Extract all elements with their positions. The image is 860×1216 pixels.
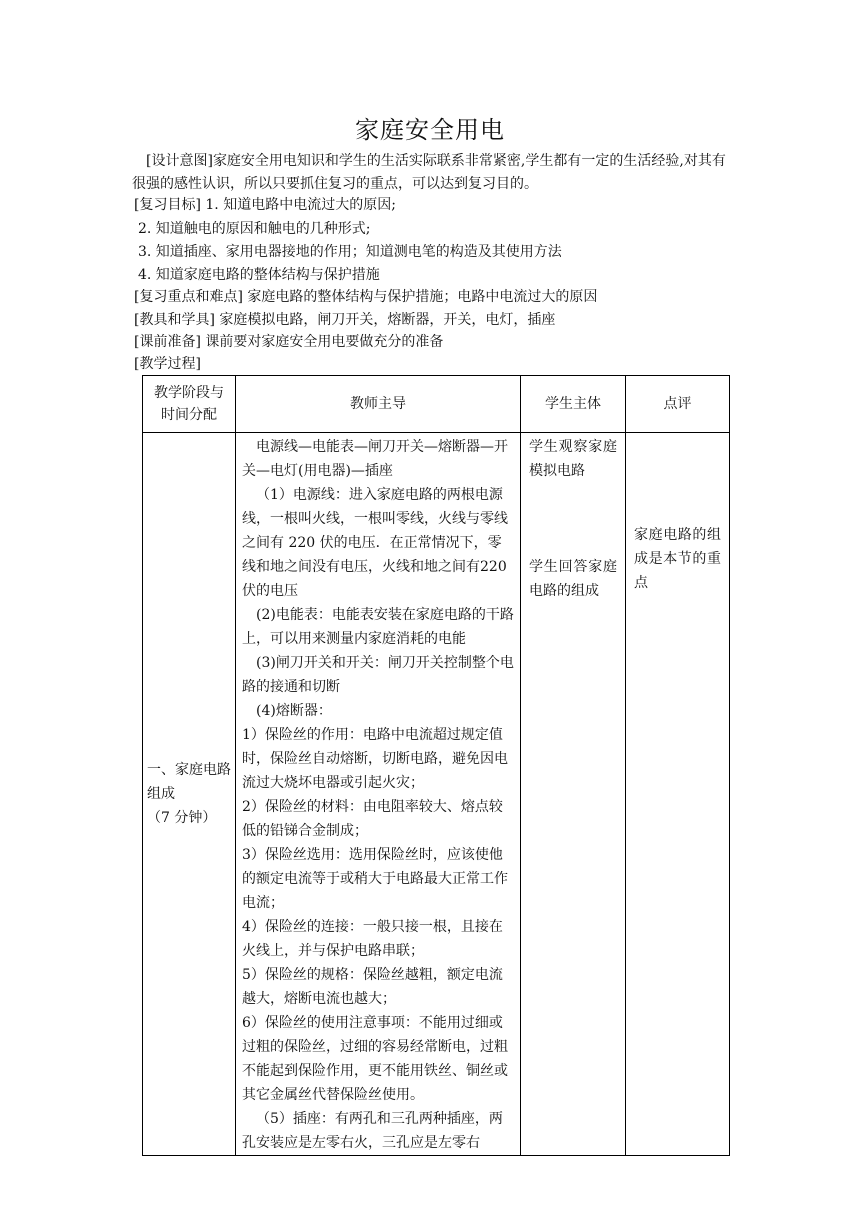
table-row	[143, 433, 730, 1156]
teaching-process-label: [教学过程]	[134, 356, 201, 372]
teacher-line: (2)电能表：电能表安装在家庭电路的干路上，可以用来测量内家庭消耗的电能	[242, 607, 514, 647]
teacher-line: （5）插座：有两孔和三孔两种插座，两孔安装应是左零右火，三孔应是左零右	[242, 1111, 503, 1151]
teacher-line: 电源线—电能表—闸刀开关—熔断器—开关—电灯(用电器)—插座	[242, 439, 508, 479]
review-goals	[134, 194, 396, 216]
teacher-line: 1）保险丝的作用：电路中电流超过规定值时，保险丝自动熔断，切断电路，避免因电流过大烧坏电器或引起火灾；	[242, 727, 508, 791]
stage-time: （7 分钟）	[147, 810, 217, 826]
header-teacher: 教师主导	[236, 376, 521, 433]
goal-3: 3. 知道插座、家用电器接地的作用；知道测电笔的构造及其使用方法	[138, 244, 562, 260]
header-stage: 教学阶段与时间分配	[143, 376, 236, 433]
teacher-line: 5）保险丝的规格：保险丝越粗，额定电流越大，熔断电流也越大；	[242, 967, 503, 1007]
stage-name: 一、家庭电路组成	[147, 762, 231, 802]
key-points: [复习重点和难点] 家庭电路的整体结构与保护措施；电路中电流过大的原因	[134, 289, 598, 305]
design-intent	[132, 150, 732, 196]
design-intent-text: 家庭安全用电知识和学生的生活实际联系非常紧密,学生都有一定的生活经验,对其有很强的感性认识，所以只要抓住复习的重点，可以达到复习目的。	[132, 153, 726, 192]
comment-cell: 家庭电路的组成是本节的重点	[626, 433, 730, 1156]
table-header-row	[143, 376, 730, 433]
teacher-line: (3)闸刀开关和开关：闸刀开关控制整个电路的接通和切断	[242, 655, 514, 695]
goal-2: 2. 知道触电的原因和触电的几种形式;	[138, 221, 371, 237]
teacher-line: 4）保险丝的连接：一般只接一根，且接在火线上，并与保护电路串联；	[242, 919, 503, 959]
student-activity-1: 学生观察家庭模拟电路	[529, 439, 617, 479]
teacher-cell	[236, 433, 521, 1156]
class-preparation: [课前准备] 课前要对家庭安全用电要做充分的准备	[134, 334, 444, 350]
teaching-tools: [教具和学具] 家庭模拟电路，闸刀开关，熔断器，开关，电灯，插座	[134, 312, 556, 328]
teacher-line: 3）保险丝选用：选用保险丝时，应该使他的额定电流等于或稍大于电路最大正常工作电流；	[242, 847, 508, 911]
header-student: 学生主体	[521, 376, 626, 433]
review-goals-label: [复习目标]	[134, 197, 201, 213]
teacher-line: 2）保险丝的材料：由电阻率较大、熔点较低的铅锑合金制成；	[242, 799, 503, 839]
student-cell	[521, 433, 626, 1156]
teacher-line: 6）保险丝的使用注意事项：不能用过细或过粗的保险丝，过细的容易经常断电，过粗不能起到保险作用，更不能用铁丝、铜丝或其它金属丝代替保险丝使用。	[242, 1015, 508, 1103]
stage-cell	[143, 433, 236, 1156]
page-title: 家庭安全用电	[355, 116, 505, 144]
goal-1: 1. 知道电路中电流过大的原因;	[205, 197, 396, 213]
header-comment: 点评	[626, 376, 730, 433]
student-activity-2: 学生回答家庭电路的组成	[529, 559, 617, 599]
goal-4: 4. 知道家庭电路的整体结构与保护措施	[138, 267, 380, 283]
teacher-line: （1）电源线：进入家庭电路的两根电源线，一根叫火线，一根叫零线，火线与零线之间有 220 伏的电压．在正常情况下，零线和地之间没有电压，火线和地之间有220 伏的电压	[242, 487, 508, 599]
teacher-line: (4)熔断器：	[256, 703, 332, 719]
design-intent-label: [设计意图]	[146, 153, 213, 169]
lesson-table	[142, 375, 730, 1156]
